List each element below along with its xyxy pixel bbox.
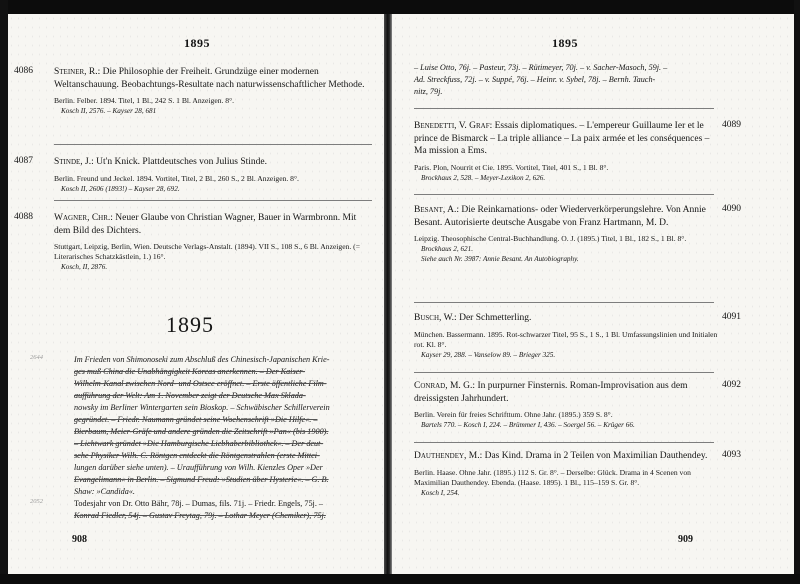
scan-edge-top bbox=[0, 0, 800, 14]
entry-references: Brockhaus 2, 621. bbox=[421, 245, 474, 253]
death-line: Ad. Streckfuss, 72j. – v. Suppé, 76j. – Heinr. v. Sybel, 78j. – Bernh. Tauch- bbox=[414, 75, 656, 84]
margin-note: 2644 bbox=[30, 354, 43, 361]
entry-number: 4092 bbox=[722, 380, 741, 390]
entry-number: 4089 bbox=[722, 120, 741, 130]
chronicle-line: Wilhelm-Kanal zwischen Nord- und Ostsee eröffnet. – Erste öffentliche Film- bbox=[74, 379, 327, 388]
chronicle-paragraph bbox=[74, 354, 376, 498]
entry-number: 4091 bbox=[722, 312, 741, 322]
entry-4086 bbox=[14, 66, 372, 116]
chronicle-line: gegründet. – Friedr. Naumann gründet seine Wochenschrift »Die Hilfe«. – bbox=[74, 415, 318, 424]
page-number: 909 bbox=[678, 534, 693, 545]
entry-author: Stinde, J.: bbox=[54, 157, 94, 167]
running-head-left: 1895 bbox=[184, 36, 210, 50]
death-line: Todesjahr von Dr. Otto Bähr, 78j. – Dumas, fils. 71j. – Friedr. Engels, 75j. – bbox=[74, 499, 324, 508]
entry-divider bbox=[54, 200, 372, 201]
entry-title: Ut'n Knick. Plattdeutsches von Julius Stinde. bbox=[96, 157, 267, 167]
entry-title: In purpurner Finsternis. Roman-Improvisation aus dem dreissigsten Jahrhundert. bbox=[414, 381, 688, 404]
death-line: Konrad Fiedler, 54j. – Gustav Freytag, 79j. – Lothar Meyer (Chemiker), 75j. bbox=[74, 511, 326, 520]
scan-edge-left bbox=[0, 0, 8, 584]
death-list bbox=[74, 498, 376, 522]
entry-author: Dauthendey, M.: bbox=[414, 451, 483, 461]
entry-number: 4086 bbox=[14, 66, 33, 76]
chronicle-line: ges muß China die Unabhängigkeit Koreas anerkennen. – Der Kaiser- bbox=[74, 367, 306, 376]
entry-imprint: Berlin. Freund und Jeckel. 1894. Vortitel, Titel, 2 Bl., 260 S., 2 Bl. Anzeigen. 8°. bbox=[54, 173, 299, 183]
entry-title: Essais diplomatiques. – L'empereur Guillaume Ier et le prince de Bismarck – La triple alliance – La paix armée et les conséquences – Ma mission a Ems. bbox=[414, 121, 710, 156]
entry-number: 4088 bbox=[14, 212, 33, 222]
chronicle-line: nowsky im Berliner Wintergarten sein Bioskop. – Schwäbischer Schillerverein bbox=[74, 403, 330, 412]
death-line: – Luise Otto, 76j. – Pasteur, 73j. – Rütimeyer, 70j. – v. Sacher-Masoch, 59j. – bbox=[414, 63, 668, 72]
entry-author: Benedetti, V. Graf: bbox=[414, 121, 493, 131]
entry-divider bbox=[414, 108, 714, 109]
entry-author: Conrad, M. G.: bbox=[414, 381, 476, 391]
entry-imprint: Leipzig. Theosophische Central-Buchhandlung. O. J. (1895.) Titel, 1 Bl., 182 S., 1 Bl. 8°. bbox=[414, 234, 687, 243]
entry-number: 4090 bbox=[722, 204, 741, 214]
entry-4092 bbox=[414, 380, 741, 430]
entry-references: Kosch I, 254. bbox=[421, 488, 460, 497]
death-line: nitz, 79j. bbox=[414, 87, 443, 96]
entry-author: Steiner, R.: bbox=[54, 67, 101, 77]
entry-number: 4093 bbox=[722, 450, 741, 460]
entry-divider bbox=[54, 144, 372, 145]
scan-edge-bottom bbox=[0, 574, 800, 584]
running-head-right: 1895 bbox=[552, 36, 578, 50]
entry-references: Bartels 770. – Kosch I, 224. – Brümmer I, 436. – Soergel 56. – Krüger 66. bbox=[421, 421, 635, 429]
entry-divider bbox=[414, 372, 714, 373]
entry-4093 bbox=[414, 450, 741, 498]
entry-divider bbox=[414, 442, 714, 443]
entry-author: Wagner, Chr.: bbox=[54, 213, 113, 223]
entry-divider bbox=[414, 302, 714, 303]
entry-references: Kosch, II, 2876. bbox=[61, 263, 108, 271]
entry-4091 bbox=[414, 312, 741, 360]
entry-author: Besant, A.: bbox=[414, 205, 459, 215]
chronicle-line: Im Frieden von Shimonoseki zum Abschluß des Chinesisch-Japanischen Krie- bbox=[74, 355, 330, 364]
entry-number: 4087 bbox=[14, 156, 33, 166]
entry-references: Kayser 29, 288. – Vanselow 89. – Brieger 325. bbox=[421, 350, 556, 359]
scan-edge-right bbox=[794, 0, 800, 584]
entry-imprint: Berlin. Haase. Ohne Jahr. (1895.) 112 S. Gr. 8°. – Derselbe: Glück. Drama in 4 Scenen von Maximilian Dauthendey. Ebenda. (Haase. 1895). 1 Bl., 115–159 S. Gr. 8°. bbox=[414, 467, 691, 487]
entry-references: Brockhaus 2, 528. – Meyer-Lexikon 2, 626. bbox=[421, 173, 546, 182]
entry-divider bbox=[414, 194, 714, 195]
chronicle-line: lungen darüber siehe unten). – Uraufführung von Wilh. Kienzles Oper »Der bbox=[74, 463, 323, 472]
entry-imprint: Berlin. Felber. 1894. Titel, 1 Bl., 242 S. 1 Bl. Anzeigen. 8°. bbox=[54, 96, 235, 105]
entry-title: Das Kind. Drama in 2 Teilen von Maximilian Dauthendey. bbox=[484, 451, 708, 461]
entry-4087 bbox=[14, 156, 372, 194]
entry-author: Busch, W.: bbox=[414, 313, 457, 323]
page-number: 908 bbox=[72, 534, 87, 545]
entry-4089 bbox=[414, 120, 741, 183]
margin-note: 2052 bbox=[30, 498, 43, 505]
chronicle-line: Shaw: »Candida«. bbox=[74, 487, 135, 496]
entry-title: Neuer Glaube von Christian Wagner, Bauer in Warmbronn. Mit dem Bild des Dichters. bbox=[54, 213, 357, 236]
entry-imprint: Stuttgart, Leipzig, Berlin, Wien. Deutsche Verlags-Anstalt. (1894). VII S., 108 S., 6 Bl. Anzeigen. (= Literarisches Schatzkästlein, 1.) 16°. bbox=[54, 242, 360, 261]
entry-references: Kosch II, 2606 (1893!) – Kayser 28, 692. bbox=[61, 184, 180, 193]
entry-imprint: Berlin. Verein für freies Schrifttum. Ohne Jahr. (1895.) 359 S. 8°. bbox=[414, 410, 613, 419]
right-page bbox=[392, 14, 794, 574]
entry-title: Die Philosophie der Freiheit. Grundzüge einer modernen Weltanschauung. Beobachtungs-Resultate nach naturwissenschaftlicher Methode. bbox=[54, 67, 365, 90]
death-list-continued bbox=[414, 62, 714, 98]
entry-title: Der Schmetterling. bbox=[459, 313, 532, 323]
entry-references: Kosch II, 2576. – Kayser 28, 681 bbox=[61, 107, 157, 115]
section-year-heading: 1895 bbox=[166, 312, 214, 337]
chronicle-line: – Lichtwark gründet »Die Hamburgische Liebhaberbibliothek«. – Der deut- bbox=[74, 439, 324, 448]
entry-references-see-also: Siehe auch Nr. 3987: Annie Besant. An Autobiography. bbox=[421, 255, 579, 263]
entry-imprint: München. Bassermann. 1895. Rot-schwarzer Titel, 95 S., 1 S., 1 Bl. Umfassungslinien und Initialen rot. Kl. 8°. bbox=[414, 329, 718, 349]
entry-title: Die Reinkarnations- oder Wiederverkörperungslehre. Von Annie Besant. Autorisierte deutsche Ausgabe von Franz Hartmann, M. D. bbox=[414, 205, 706, 228]
chronicle-line: Evangelimann« in Berlin. – Sigmund Freud: »Studien über Hysterie«. – G. B. bbox=[74, 475, 329, 484]
left-page bbox=[8, 14, 384, 574]
book-gutter bbox=[384, 14, 392, 574]
entry-imprint: Paris. Plon, Nourrit et Cie. 1895. Vortitel, Titel, 401 S., 1 Bl. 8°. bbox=[414, 162, 609, 172]
chronicle-line: Bierbaum, Meier-Gräfe und andere gründen die Zeitschrift »Pan« (bis 1900). bbox=[74, 427, 329, 436]
entry-4088 bbox=[14, 212, 372, 272]
chronicle-line: aufführung der Welt: Am 1. November zeigt der Deutsche Max Sklada- bbox=[74, 391, 306, 400]
chronicle-line: sche Physiker Wilh. C. Röntgen entdeckt die Röntgenstrahlen (erste Mittei- bbox=[74, 451, 320, 460]
entry-4090 bbox=[414, 204, 741, 264]
